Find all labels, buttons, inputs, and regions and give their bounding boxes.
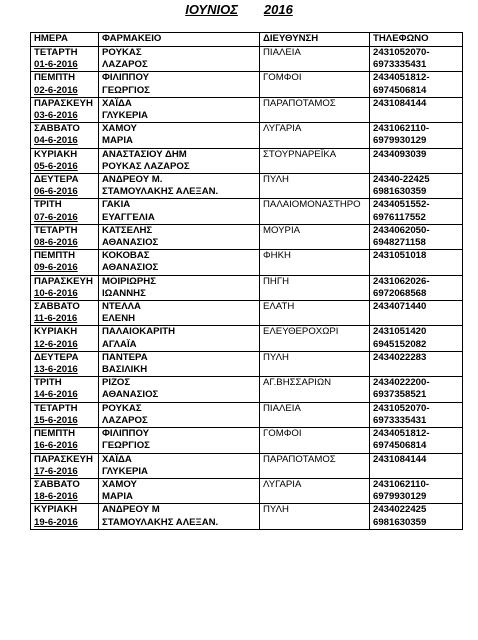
address-cell: ΛΥΓΑΡΙΑ [260, 123, 370, 148]
day-date: 07-6-2016 [34, 211, 78, 223]
phone-line1: 2434022425 [373, 504, 427, 516]
day-date: 15-6-2016 [34, 414, 78, 426]
day-name: ΠΑΡΑΣΚΕΥΗ [34, 275, 93, 287]
day-name: ΠΕΜΠΤΗ [34, 250, 76, 262]
day-date: 11-6-2016 [34, 313, 78, 325]
day-date: 01-6-2016 [34, 59, 78, 71]
table-row [31, 428, 463, 453]
table-row [31, 377, 463, 402]
header-address: ΔΙΕΥΘΥΝΣΗ [260, 33, 370, 47]
pharmacy-name-line2: ΕΥΑΓΓΕΛΙΑ [102, 211, 155, 223]
day-name: ΚΥΡΙΑΚΗ [34, 148, 78, 160]
pharmacy-name-line2: ΒΑΣΙΛΙΚΗ [102, 364, 148, 376]
day-date: 09-6-2016 [34, 262, 78, 274]
page-title [0, 2, 478, 17]
pharmacy-name-line2: ΑΘΑΝΑΣΙΟΣ [102, 262, 159, 274]
table-row [31, 351, 463, 376]
phone-cell [370, 47, 463, 72]
pharmacy-cell [99, 402, 260, 427]
pharmacy-cell [99, 97, 260, 122]
day-cell [31, 199, 99, 224]
table-row [31, 478, 463, 503]
phone-line1: 2431084144 [373, 97, 427, 109]
address-cell: ΠΑΛΑΙΟΜΟΝΑΣΤΗΡΟ [260, 199, 370, 224]
day-cell [31, 478, 99, 503]
day-date: 17-6-2016 [34, 465, 78, 477]
phone-line2: 6981630359 [373, 516, 427, 528]
phone-line2: 6974506814 [373, 440, 427, 452]
table-row [31, 72, 463, 97]
pharmacy-name-line1: ΚΑΤΣΕΛΗΣ [102, 224, 153, 236]
phone-line1: 2431051018 [373, 250, 427, 262]
address-cell: ΣΤΟΥΡΝΑΡΕΪΚΑ [260, 148, 370, 173]
pharmacy-cell [99, 275, 260, 300]
phone-cell [370, 504, 463, 529]
phone-cell [370, 275, 463, 300]
day-cell [31, 402, 99, 427]
pharmacy-cell [99, 123, 260, 148]
pharmacy-name-line2: ΣΤΑΜΟΥΛΑΚΗΣ ΑΛΕΞΑΝ. [102, 186, 219, 198]
header-pharmacy: ΦΑΡΜΑΚΕΙΟ [99, 33, 260, 47]
day-date: 18-6-2016 [34, 491, 78, 503]
phone-cell [370, 301, 463, 326]
phone-line1: 24340-22425 [373, 174, 430, 186]
day-name: ΠΕΜΠΤΗ [34, 72, 76, 84]
pharmacy-cell [99, 47, 260, 72]
pharmacy-name-line1: ΠΑΛΑΙΟΚΑΡΙΤΗ [102, 326, 176, 338]
address-cell: ΕΛΕΥΘΕΡΟΧΩΡΙ [260, 326, 370, 351]
phone-line2: 6974506814 [373, 84, 427, 96]
day-cell [31, 224, 99, 249]
day-cell [31, 123, 99, 148]
phone-cell [370, 250, 463, 275]
day-date: 08-6-2016 [34, 237, 78, 249]
phone-cell [370, 97, 463, 122]
phone-cell [370, 351, 463, 376]
day-name: ΣΑΒΒΑΤΟ [34, 123, 80, 135]
address-cell: ΓΟΜΦΟΙ [260, 72, 370, 97]
pharmacy-name-line1: ΠΑΝΤΕΡΑ [102, 351, 148, 363]
day-name: ΠΑΡΑΣΚΕΥΗ [34, 453, 93, 465]
day-cell [31, 72, 99, 97]
table-row [31, 453, 463, 478]
phone-cell [370, 174, 463, 199]
pharmacy-cell [99, 148, 260, 173]
pharmacy-cell [99, 250, 260, 275]
address-cell: ΠΥΛΗ [260, 174, 370, 199]
address-cell: ΛΥΓΑΡΙΑ [260, 478, 370, 503]
pharmacy-name-line1: ΜΟΙΡΙΩΡΗΣ [102, 275, 156, 287]
phone-cell [370, 72, 463, 97]
address-cell: ΠΙΑΛΕΙΑ [260, 47, 370, 72]
pharmacy-cell [99, 301, 260, 326]
phone-line1: 2434051812- [373, 72, 430, 84]
phone-line1: 2434093039 [373, 148, 427, 160]
day-name: ΠΑΡΑΣΚΕΥΗ [34, 97, 93, 109]
phone-line1: 2431062110- [373, 478, 430, 490]
pharmacy-cell [99, 224, 260, 249]
pharmacy-name-line1: ΧΑΜΟΥ [102, 123, 137, 135]
day-name: ΚΥΡΙΑΚΗ [34, 326, 78, 338]
day-name: ΣΑΒΒΑΤΟ [34, 301, 80, 313]
day-name: ΔΕΥΤΕΡΑ [34, 351, 79, 363]
pharmacy-name-line2: ΜΑΡΙΑ [102, 491, 133, 503]
day-name: ΠΕΜΠΤΗ [34, 428, 76, 440]
title-month: ΙΟΥΝΙΟΣ [185, 2, 238, 17]
phone-cell [370, 123, 463, 148]
pharmacy-name-line2: ΛΑΖΑΡΟΣ [102, 414, 148, 426]
address-cell: ΠΑΡΑΠΟΤΑΜΟΣ [260, 97, 370, 122]
day-date: 10-6-2016 [34, 287, 78, 299]
pharmacy-name-line2: ΓΛΥΚΕΡΙΑ [102, 465, 148, 477]
day-date: 12-6-2016 [34, 338, 78, 350]
pharmacy-cell [99, 174, 260, 199]
phone-cell [370, 453, 463, 478]
day-date: 03-6-2016 [34, 110, 78, 122]
table-row [31, 174, 463, 199]
pharmacy-name-line2: ΑΘΑΝΑΣΙΟΣ [102, 389, 159, 401]
day-cell [31, 453, 99, 478]
day-name: ΤΕΤΑΡΤΗ [34, 224, 78, 236]
header-day: ΗΜΕΡΑ [31, 33, 99, 47]
phone-line1: 2434022283 [373, 351, 427, 363]
day-date: 19-6-2016 [34, 516, 78, 528]
address-cell: ΠΙΑΛΕΙΑ [260, 402, 370, 427]
pharmacy-cell [99, 351, 260, 376]
phone-line1: 2434051812- [373, 428, 430, 440]
pharmacy-name-line1: ΝΤΕΛΛΑ [102, 301, 141, 313]
pharmacy-name-line1: ΓΑΚΙΑ [102, 199, 131, 211]
table-row [31, 224, 463, 249]
day-cell [31, 351, 99, 376]
phone-cell [370, 402, 463, 427]
phone-line1: 2434062050- [373, 224, 430, 236]
phone-line1: 2431052070- [373, 402, 430, 414]
phone-line1: 2431062026- [373, 275, 430, 287]
pharmacy-cell [99, 377, 260, 402]
day-cell [31, 275, 99, 300]
day-name: ΤΡΙΤΗ [34, 377, 62, 389]
day-name: ΣΑΒΒΑΤΟ [34, 478, 80, 490]
day-date: 06-6-2016 [34, 186, 78, 198]
pharmacy-cell [99, 72, 260, 97]
phone-line2: 6976117552 [373, 211, 426, 223]
address-cell: ΠΑΡΑΠΟΤΑΜΟΣ [260, 453, 370, 478]
phone-cell [370, 478, 463, 503]
day-date: 16-6-2016 [34, 440, 78, 452]
pharmacy-name-line1: ΡΟΥΚΑΣ [102, 402, 142, 414]
day-cell [31, 301, 99, 326]
pharmacy-name-line2: ΑΓΛΑΪΑ [102, 338, 137, 350]
day-cell [31, 504, 99, 529]
phone-cell [370, 199, 463, 224]
table-row [31, 199, 463, 224]
phone-line2: 6973335431 [373, 414, 427, 426]
day-cell [31, 326, 99, 351]
table-row [31, 504, 463, 529]
pharmacy-name-line1: ΧΑΪΔΑ [102, 453, 132, 465]
title-year: 2016 [263, 2, 293, 17]
day-date: 05-6-2016 [34, 160, 78, 172]
day-cell [31, 250, 99, 275]
table-row [31, 148, 463, 173]
phone-line2: 6937358521 [373, 389, 427, 401]
phone-line1: 2431084144 [373, 453, 427, 465]
table-row [31, 97, 463, 122]
table-row [31, 250, 463, 275]
pharmacy-name-line2: ΡΟΥΚΑΣ ΛΑΖΑΡΟΣ [102, 160, 190, 172]
address-cell: ΑΓ.ΒΗΣΣΑΡΙΩΝ [260, 377, 370, 402]
phone-cell [370, 148, 463, 173]
table-row [31, 47, 463, 72]
pharmacy-name-line1: ΧΑΪΔΑ [102, 97, 132, 109]
phone-line2: 6979930129 [373, 135, 427, 147]
pharmacy-name-line1: ΧΑΜΟΥ [102, 478, 137, 490]
phone-line1: 2434022200- [373, 377, 430, 389]
pharmacy-cell [99, 478, 260, 503]
pharmacy-cell [99, 453, 260, 478]
day-name: ΤΕΤΑΡΤΗ [34, 47, 78, 58]
phone-line2: 6979930129 [373, 491, 427, 503]
pharmacy-cell [99, 199, 260, 224]
pharmacy-name-line2: ΣΤΑΜΟΥΛΑΚΗΣ ΑΛΕΞΑΝ. [102, 516, 219, 528]
phone-line1: 2431051420 [373, 326, 427, 338]
day-date: 14-6-2016 [34, 389, 78, 401]
phone-cell [370, 326, 463, 351]
pharmacy-name-line1: ΡΙΖΟΣ [102, 377, 131, 389]
day-cell [31, 174, 99, 199]
address-cell: ΕΛΑΤΗ [260, 301, 370, 326]
pharmacy-name-line1: ΑΝΔΡΕΟΥ Μ [102, 504, 160, 516]
phone-line2: 6948271158 [373, 237, 426, 249]
day-date: 13-6-2016 [34, 364, 78, 376]
pharmacy-name-line2: ΓΕΩΡΓΙΟΣ [102, 440, 150, 452]
address-cell: ΜΟΥΡΙΑ [260, 224, 370, 249]
day-name: ΤΕΤΑΡΤΗ [34, 402, 78, 414]
day-date: 04-6-2016 [34, 135, 78, 147]
phone-line2: 6945152082 [373, 338, 427, 350]
pharmacy-name-line2: ΓΕΩΡΓΙΟΣ [102, 84, 150, 96]
phone-cell [370, 224, 463, 249]
table-row [31, 275, 463, 300]
table-row [31, 402, 463, 427]
day-cell [31, 428, 99, 453]
pharmacy-schedule-table [30, 32, 463, 530]
pharmacy-name-line2: ΙΩΑΝΝΗΣ [102, 287, 146, 299]
address-cell: ΦΗΚΗ [260, 250, 370, 275]
day-cell [31, 148, 99, 173]
phone-cell [370, 377, 463, 402]
pharmacy-name-line1: ΑΝΑΣΤΑΣΙΟΥ ΔΗΜ [102, 148, 187, 160]
day-name: ΤΡΙΤΗ [34, 199, 62, 211]
day-name: ΔΕΥΤΕΡΑ [34, 174, 79, 186]
pharmacy-name-line2: ΜΑΡΙΑ [102, 135, 133, 147]
phone-line2: 6972068568 [373, 287, 427, 299]
pharmacy-cell [99, 326, 260, 351]
phone-cell [370, 428, 463, 453]
phone-line1: 2431052070- [373, 47, 430, 58]
address-cell: ΠΥΛΗ [260, 504, 370, 529]
address-cell: ΠΗΓΗ [260, 275, 370, 300]
pharmacy-name-line1: ΡΟΥΚΑΣ [102, 47, 142, 58]
pharmacy-name-line1: ΦΙΛΙΠΠΟΥ [102, 428, 150, 440]
pharmacy-name-line2: ΛΑΖΑΡΟΣ [102, 59, 148, 71]
pharmacy-cell [99, 428, 260, 453]
day-date: 02-6-2016 [34, 84, 78, 96]
pharmacy-cell [99, 504, 260, 529]
day-name: ΚΥΡΙΑΚΗ [34, 504, 78, 516]
phone-line2: 6973335431 [373, 59, 427, 71]
day-cell [31, 377, 99, 402]
pharmacy-name-line2: ΑΘΑΝΑΣΙΟΣ [102, 237, 159, 249]
pharmacy-name-line1: ΑΝΔΡΕΟΥ Μ. [102, 174, 163, 186]
header-phone: ΤΗΛΕΦΩΝΟ [370, 33, 463, 47]
phone-line1: 2434071440 [373, 301, 427, 313]
table-row [31, 326, 463, 351]
pharmacy-name-line1: ΚΟΚΟΒΑΣ [102, 250, 150, 262]
address-cell: ΠΥΛΗ [260, 351, 370, 376]
phone-line2: 6981630359 [373, 186, 427, 198]
pharmacy-name-line2: ΕΛΕΝΗ [102, 313, 136, 325]
table-header-row [31, 33, 463, 47]
pharmacy-name-line2: ΓΛΥΚΕΡΙΑ [102, 110, 148, 122]
phone-line1: 2431062110- [373, 123, 430, 135]
pharmacy-name-line1: ΦΙΛΙΠΠΟΥ [102, 72, 150, 84]
day-cell [31, 47, 99, 72]
phone-line1: 2434051552- [373, 199, 430, 211]
table-row [31, 123, 463, 148]
address-cell: ΓΟΜΦΟΙ [260, 428, 370, 453]
day-cell [31, 97, 99, 122]
table-row [31, 301, 463, 326]
